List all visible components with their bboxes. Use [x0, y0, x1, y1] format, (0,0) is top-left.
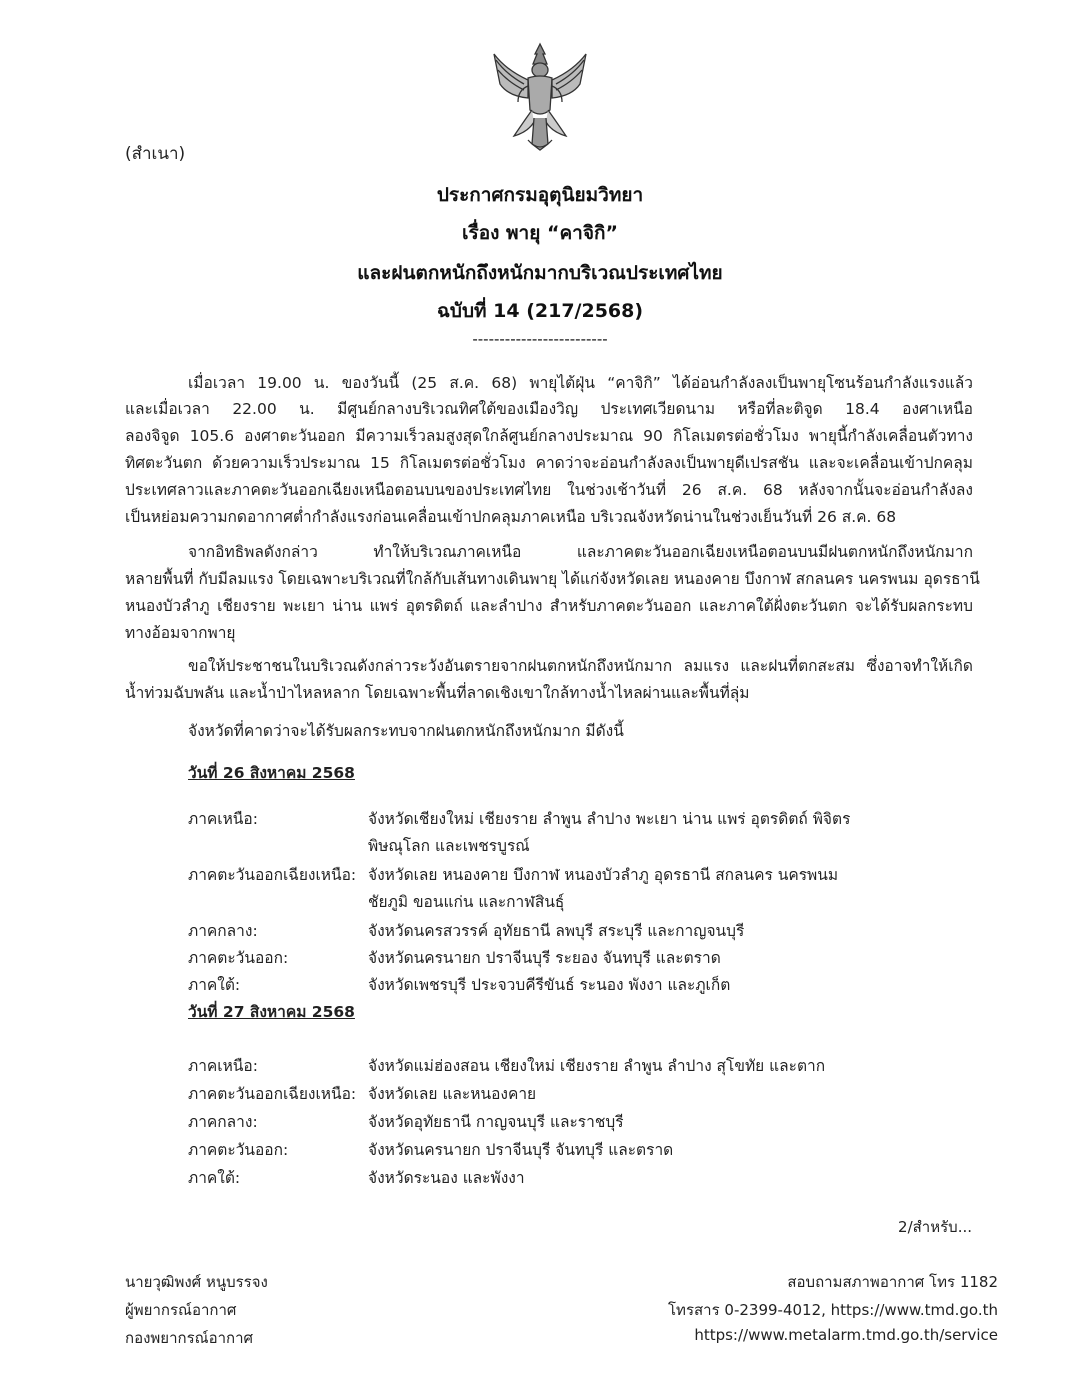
region-name: ภาคใต้: [188, 976, 241, 994]
text-line: ลองจิจูด 105.6 องศาตะวันออก มีความเร็วลมสูงสุดใกล้ศูนย์กลางประมาณ 90 กิโลเมตรต่อชั่วโมง พายุนี้กำลังเคลื่อนตัวทาง [125, 427, 973, 445]
text-line: ประเทศลาวและภาคตะวันออกเฉียงเหนือตอนบนของประเทศไทย ในช่วงเช้าวันที่ 26 ส.ค. 68 หลังจากนั้นจะอ่อนกำลังลง [125, 481, 973, 499]
text-line: ขอให้ประชาชนในบริเวณดังกล่าวระวังอันตรายจากฝนตกหนักถึงหนักมาก ลมแรง และฝนที่ตกสะสม ซึ่งอาจทำให้เกิด [188, 657, 973, 675]
region-name: ภาคเหนือ: [188, 1057, 258, 1075]
text-line: หลายพื้นที่ กับมีลมแรง โดยเฉพาะบริเวณที่ใกล้กับเส้นทางเดินพายุ ได้แก่จังหวัดเลย หนองคาย บึงกาฬ สกลนคร นครพนม อุดรธานี [125, 570, 980, 588]
forecaster-division: กองพยากรณ์อากาศ [125, 1329, 254, 1347]
region-provinces: จังหวัดนครนายก ปราจีนบุรี ระยอง จันทบุรี และตราด [368, 949, 721, 967]
weather-hotline: สอบถามสภาพอากาศ โทร 1182 [787, 1273, 998, 1291]
announcement-title: ประกาศกรมอุตุนิยมวิทยา [436, 184, 644, 206]
affected-provinces-intro: จังหวัดที่คาดว่าจะได้รับผลกระทบจากฝนตกหนักถึงหนักมาก มีดังนี้ [188, 722, 624, 740]
region-provinces: ชัยภูมิ ขอนแก่น และกาฬสินธุ์ [368, 893, 565, 911]
region-name: ภาคใต้: [188, 1169, 241, 1187]
region-name: ภาคกลาง: [188, 1113, 258, 1131]
text-line: จากอิทธิพลดังกล่าว ทำให้บริเวณภาคเหนือ และภาคตะวันออกเฉียงเหนือตอนบนมีฝนตกหนักถึงหนักมาก [188, 543, 973, 561]
day-heading: วันที่ 26 สิงหาคม 2568 [188, 764, 355, 782]
fax-and-website: โทรสาร 0-2399-4012, https://www.tmd.go.th [668, 1301, 998, 1319]
page-continuation: 2/สำหรับ... [898, 1218, 972, 1236]
text-line: และเมื่อเวลา 22.00 น. มีศูนย์กลางบริเวณทิศใต้ของเมืองวิญ ประเทศเวียดนาม หรือที่ละติจูด 18.4 องศาเหนือ [125, 400, 973, 418]
forecaster-title: ผู้พยากรณ์อากาศ [125, 1301, 237, 1319]
copy-mark: (สำเนา) [125, 144, 186, 164]
day-heading: วันที่ 27 สิงหาคม 2568 [188, 1003, 355, 1021]
region-name: ภาคตะวันออก: [188, 949, 289, 967]
region-provinces: จังหวัดเพชรบุรี ประจวบคีรีขันธ์ ระนอง พังงา และภูเก็ต [368, 976, 731, 994]
region-provinces: จังหวัดเลย หนองคาย บึงกาฬ หนองบัวลำภู อุดรธานี สกลนคร นครพนม [368, 866, 839, 884]
region-name: ภาคตะวันออก: [188, 1141, 289, 1159]
announcement-issue-number: ฉบับที่ 14 (217/2568) [436, 300, 644, 322]
forecaster-name: นายวุฒิพงศ์ หนูบรรจง [125, 1273, 268, 1291]
region-provinces: พิษณุโลก และเพชรบูรณ์ [368, 837, 530, 855]
region-provinces: จังหวัดนครนายก ปราจีนบุรี จันทบุรี และตราด [368, 1141, 674, 1159]
region-provinces: จังหวัดเลย และหนองคาย [368, 1085, 537, 1103]
region-provinces: จังหวัดเชียงใหม่ เชียงราย ลำพูน ลำปาง พะเยา น่าน แพร่ อุตรดิตถ์ พิจิตร [368, 810, 851, 828]
text-line: หนองบัวลำภู เชียงราย พะเยา น่าน แพร่ อุตรดิตถ์ และลำปาง สำหรับภาคตะวันออก และภาคใต้ฝั่งตะวันตก จะได้รับผลกระทบ [125, 597, 973, 615]
region-name: ภาคตะวันออกเฉียงเหนือ: [188, 866, 357, 884]
text-line: ทางอ้อมจากพายุ [125, 624, 236, 642]
announcement-subject-detail: และฝนตกหนักถึงหนักมากบริเวณประเทศไทย [357, 262, 723, 284]
title-separator: ------------------------- [472, 330, 608, 348]
region-provinces: จังหวัดระนอง และพังงา [368, 1169, 525, 1187]
region-name: ภาคเหนือ: [188, 810, 258, 828]
region-provinces: จังหวัดอุทัยธานี กาญจนบุรี และราชบุรี [368, 1113, 624, 1131]
region-name: ภาคตะวันออกเฉียงเหนือ: [188, 1085, 357, 1103]
region-provinces: จังหวัดนครสวรรค์ อุทัยธานี ลพบุรี สระบุรี และกาญจนบุรี [368, 922, 745, 940]
region-provinces: จังหวัดแม่ฮ่องสอน เชียงใหม่ เชียงราย ลำพูน ลำปาง สุโขทัย และตาก [368, 1057, 826, 1075]
text-line: น้ำท่วมฉับพลัน และน้ำป่าไหลหลาก โดยเฉพาะพื้นที่ลาดเชิงเขาใกล้ทางน้ำไหลผ่านและพื้นที่ลุ่ม [125, 684, 750, 702]
text-line: เมื่อเวลา 19.00 น. ของวันนี้ (25 ส.ค. 68) พายุไต้ฝุ่น “คาจิกิ” ได้อ่อนกำลังลงเป็นพายุโซนร้อนกำลังแรงแล้ว [188, 374, 973, 392]
garuda-emblem-icon [488, 40, 592, 156]
announcement-subject: เรื่อง พายุ “คาจิกิ” [462, 222, 618, 244]
region-name: ภาคกลาง: [188, 922, 258, 940]
text-line: เป็นหย่อมความกดอากาศต่ำกำลังแรงก่อนเคลื่อนเข้าปกคลุมภาคเหนือ บริเวณจังหวัดน่านในช่วงเย็นวันที่ 26 ส.ค. 68 [125, 508, 897, 526]
alert-service-url: https://www.metalarm.tmd.go.th/service [694, 1326, 998, 1344]
text-line: ทิศตะวันตก ด้วยความเร็วประมาณ 15 กิโลเมตรต่อชั่วโมง คาดว่าจะอ่อนกำลังลงเป็นพายุดีเปรสชัน และจะเคลื่อนเข้าปกคลุม [125, 454, 973, 472]
